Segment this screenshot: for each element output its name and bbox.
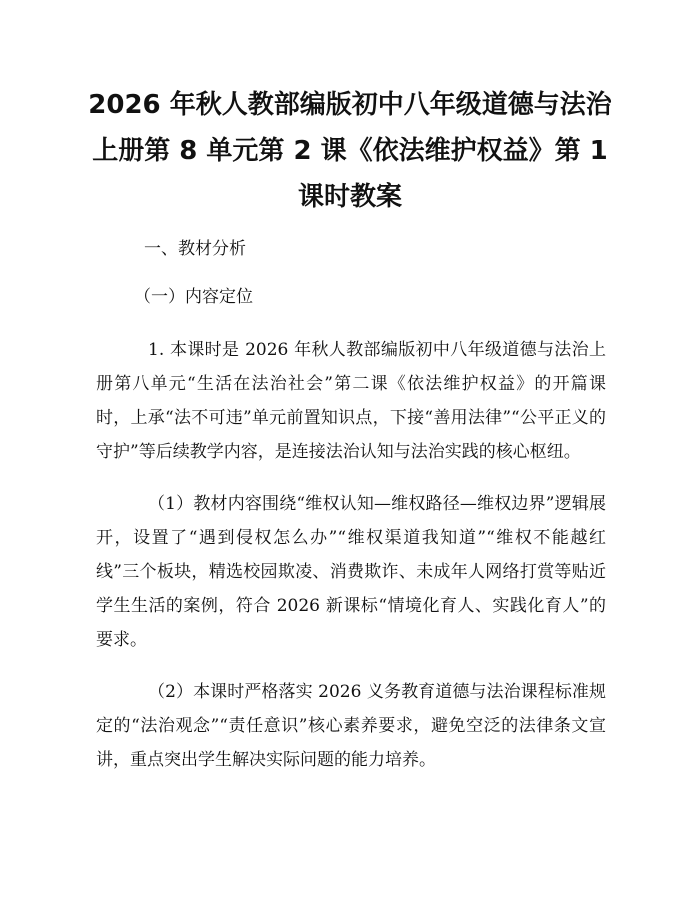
title-line: 课时教案: [297, 182, 402, 212]
title-line: 上册第 8 单元第 2 课《依法维护权益》第 1: [92, 136, 608, 166]
title-line: 2026 年秋人教部编版初中八年级道德与法治: [88, 90, 612, 120]
paragraph: （1）教材内容围绕“维权认知—维权路径—维权边界”逻辑展开，设置了“遇到侵权怎么办”“维权渠道我知道”“维权不能越红线”三个板块，精选校园欺凌、消费欺诈、未成年人网络打赏等贴近学生生活的案例，符合 2026 新课标“情境化育人、实践化育人”的要求。: [96, 494, 606, 650]
subsection-heading: （一）内容定位: [134, 287, 253, 307]
document-body: [96, 235, 606, 777]
paragraph: （2）本课时严格落实 2026 义务教育道德与法治课程标准规定的“法治观念”“责任意识”核心素养要求，避免空泛的法律条文宣讲，重点突出学生解决实际问题的能力培养。: [96, 682, 606, 770]
document-title: [80, 82, 620, 220]
paragraph: 1. 本课时是 2026 年秋人教部编版初中八年级道德与法治上册第八单元“生活在法治社会”第二课《依法维护权益》的开篇课时，上承“法不可违”单元前置知识点，下接“善用法律”“公平正义的守护”等后续教学内容，是连接法治认知与法治实践的核心枢纽。: [96, 340, 606, 462]
section-heading: 一、教材分析: [144, 239, 246, 259]
